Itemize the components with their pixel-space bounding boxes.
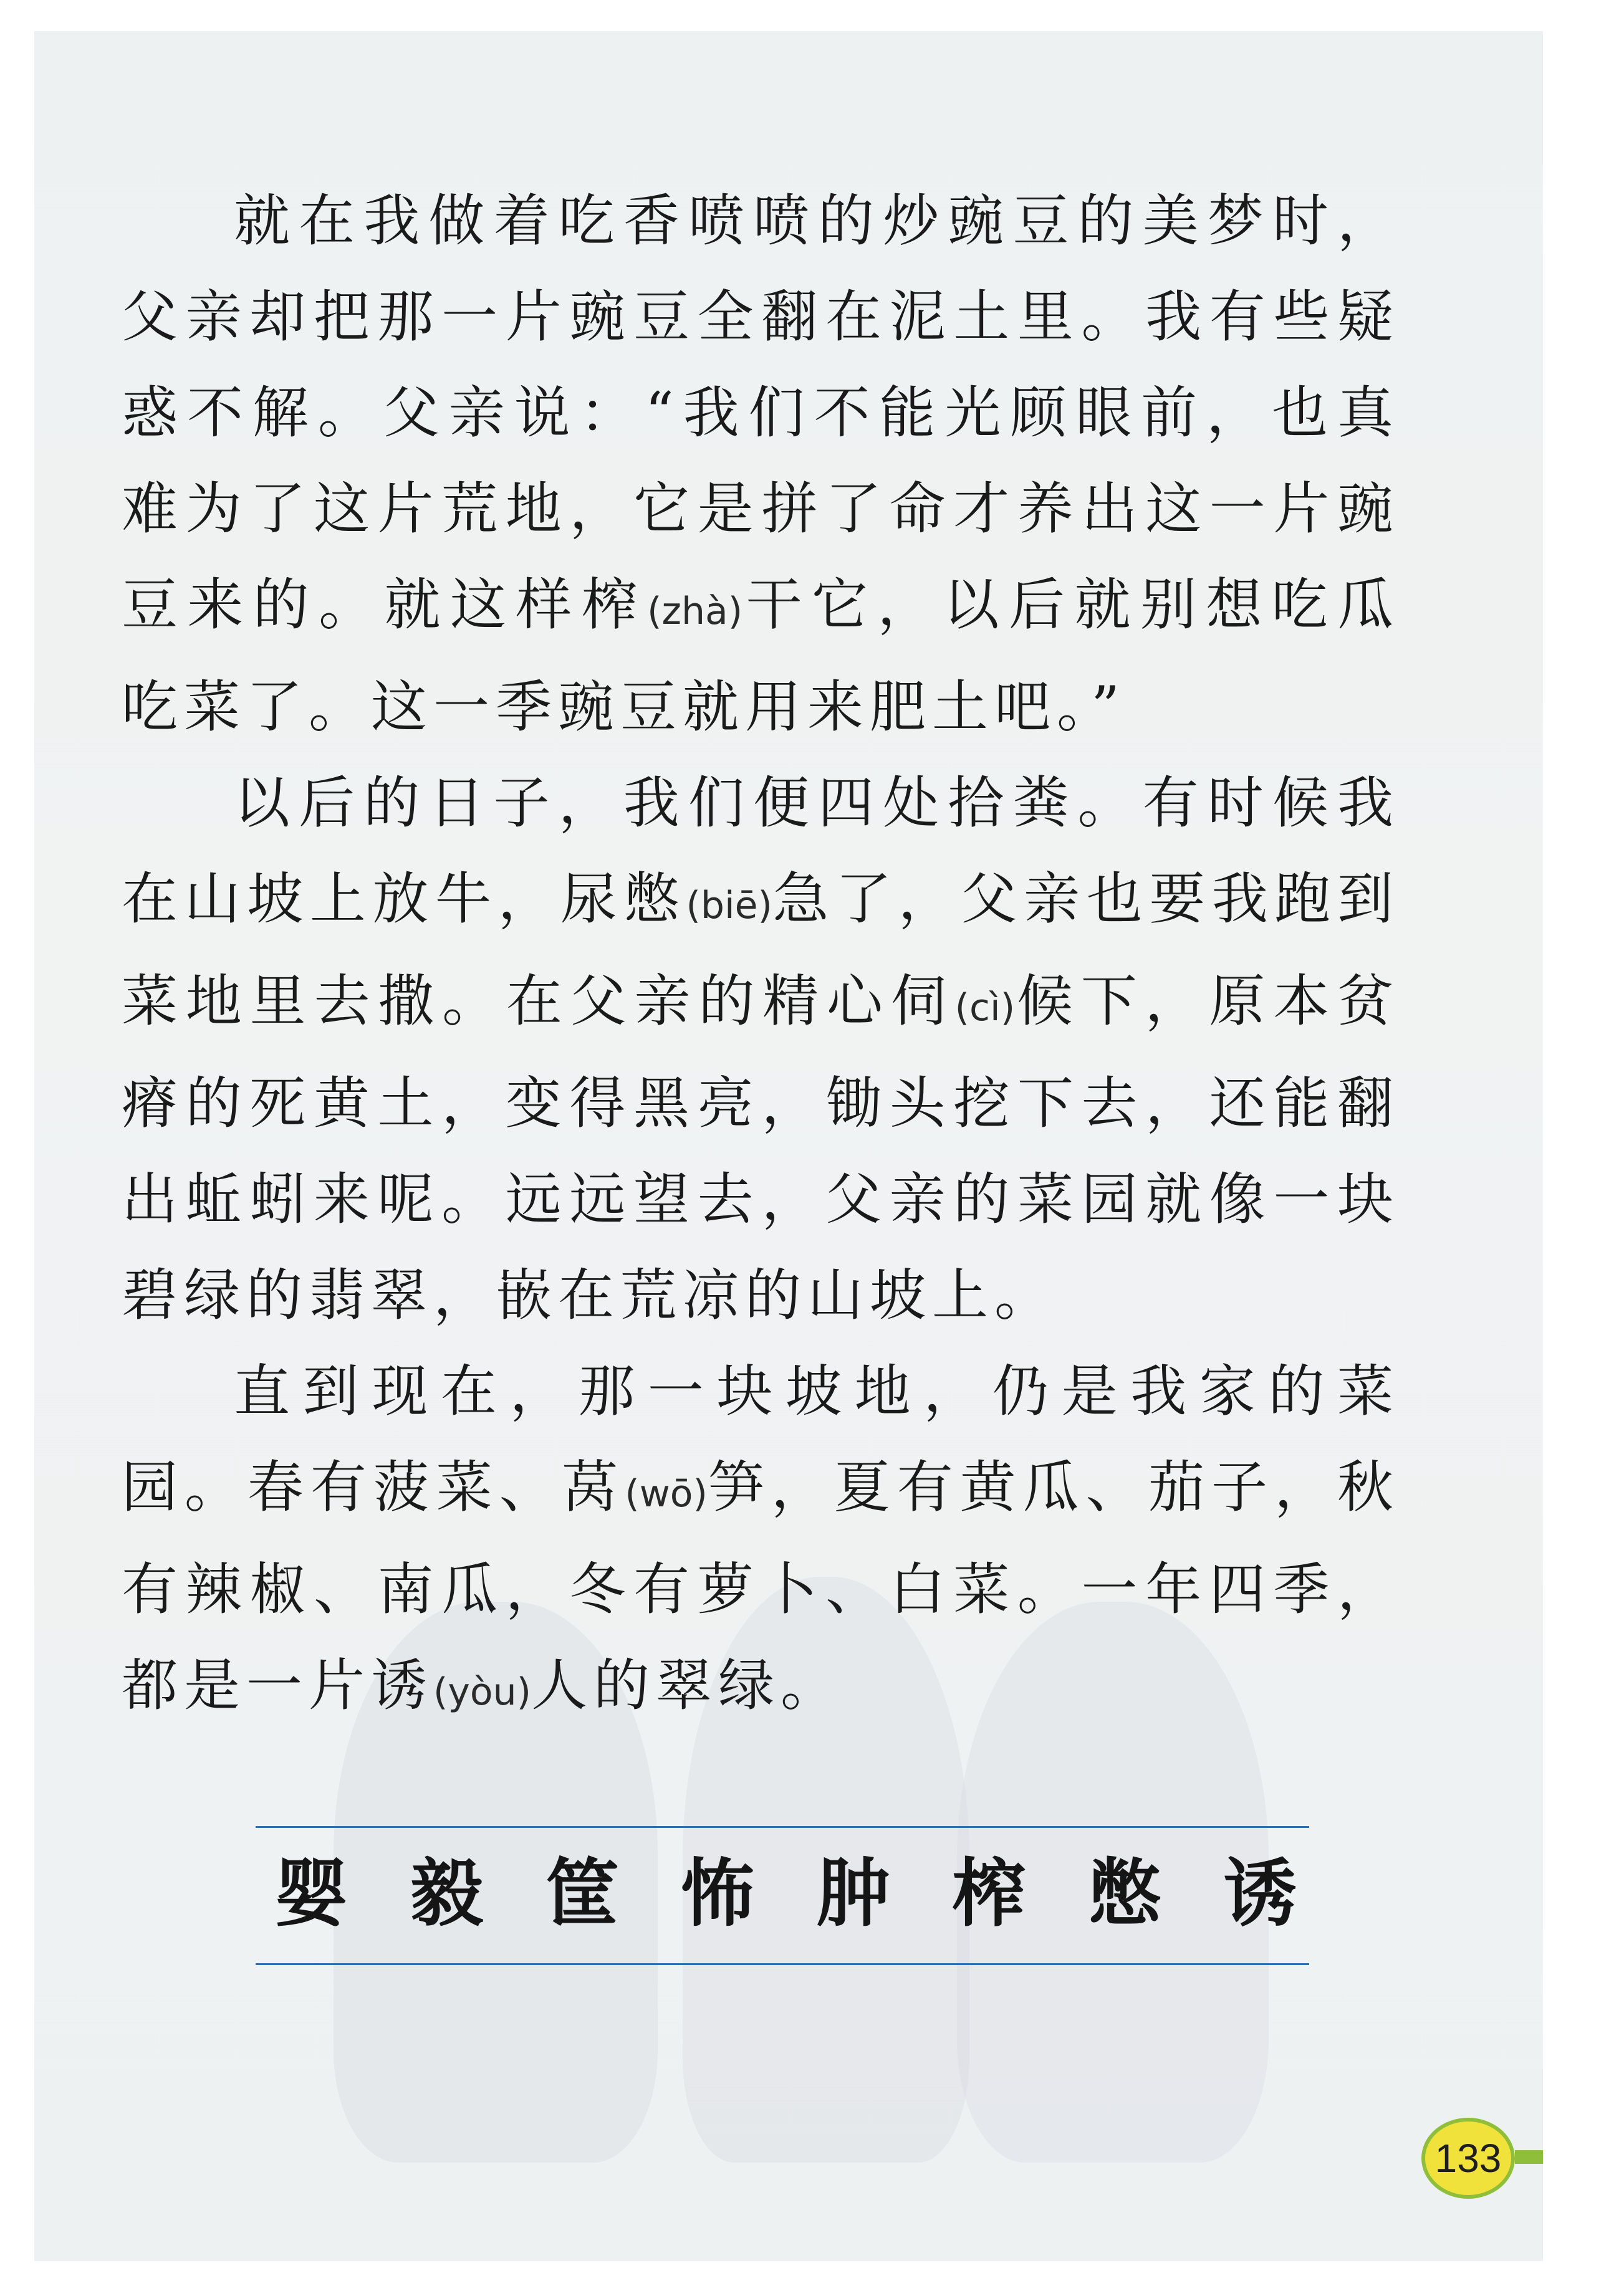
bottom-rule — [256, 1963, 1309, 1965]
pinyin-annotation: (zhà) — [647, 590, 743, 633]
pinyin-annotation: (biē) — [686, 884, 772, 927]
new-character: 筐 — [545, 1850, 619, 1936]
new-characters-list — [274, 1844, 1297, 1943]
new-character: 肿 — [816, 1850, 890, 1936]
new-characters-box — [256, 1826, 1309, 1976]
text-segment: 就在我做着吃香喷喷的炒豌豆的美梦时，父亲却把那一片豌豆全翻在泥土里。我有些疑惑不解。父亲说：“我们不能光顾眼前，也真难为了这片荒地，它是拼了命才养出这一片豌豆来的。就这样榨 — [122, 188, 1400, 638]
paragraph-3 — [122, 1344, 1400, 1740]
text-segment: 以后的日子，我们便四处拾粪。有时候我在山坡上放牛，尿憋 — [122, 770, 1400, 932]
new-character: 榨 — [952, 1850, 1026, 1936]
paragraph-1 — [122, 173, 1400, 755]
page-number-tab — [1515, 2150, 1543, 2164]
pinyin-annotation: (wō) — [625, 1472, 708, 1516]
text-segment: 急了，父亲也要我跑到菜地里去撒。在父亲的精心伺 — [122, 866, 1400, 1034]
paragraph-2 — [122, 755, 1400, 1344]
pinyin-annotation: (cì) — [954, 986, 1016, 1030]
text-segment: 候下，原本贫瘠的死黄土，变得黑亮，锄头挖下去，还能翻出蚯蚓来呢。远远望去，父亲的菜园就像一块碧绿的翡翠，嵌在荒凉的山坡上。 — [122, 969, 1400, 1328]
story-text — [122, 173, 1400, 1740]
top-rule — [256, 1826, 1309, 1828]
page-number-badge — [1421, 2118, 1515, 2199]
new-character: 诱 — [1223, 1850, 1297, 1936]
pinyin-annotation: (yòu) — [433, 1670, 532, 1714]
new-character: 怖 — [681, 1850, 755, 1936]
page-number: 133 — [1434, 2136, 1502, 2181]
text-segment: 直到现在，那一块坡地，仍是我家的菜园。春有菠菜、莴 — [122, 1359, 1400, 1520]
text-segment: 人的翠绿。 — [531, 1653, 843, 1718]
new-character: 婴 — [274, 1850, 348, 1936]
text-segment: 干它，以后就别想吃瓜吃菜了。这一季豌豆就用来肥土吧。” — [122, 572, 1400, 740]
new-character: 毅 — [410, 1850, 484, 1936]
text-segment: 笋，夏有黄瓜、茄子，秋有辣椒、南瓜，冬有萝卜、白菜。一年四季，都是一片诱 — [122, 1455, 1400, 1718]
new-character: 憋 — [1087, 1850, 1161, 1936]
